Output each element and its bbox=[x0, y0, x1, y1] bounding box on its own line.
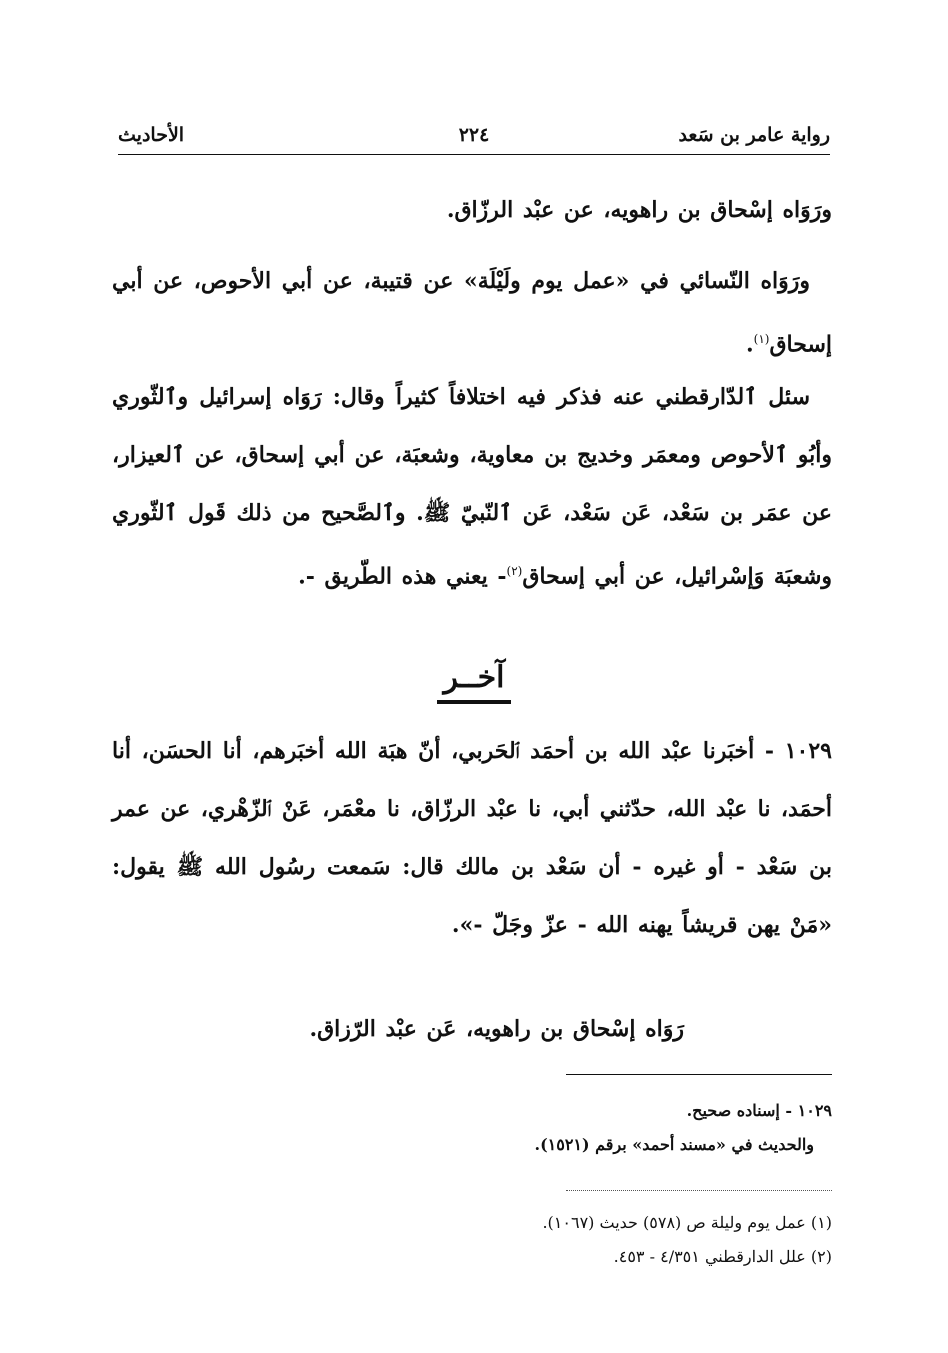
takhrij-line-1: ١٠٢٩ - إسناده صحيح. bbox=[686, 1101, 832, 1120]
footnote-marker-2[interactable]: (٢) bbox=[506, 564, 523, 578]
footnote-1: (١) عمل يوم وليلة ص (٥٧٨) حديث (١٠٦٧). bbox=[542, 1213, 832, 1232]
takhrij-line-2: والحديث في «مسند أحمد» برقم (١٥٢١). bbox=[534, 1135, 814, 1154]
hadith-takhrij bbox=[112, 1094, 832, 1162]
paragraph-end: . bbox=[745, 331, 754, 358]
section-heading bbox=[0, 650, 948, 706]
paragraph-text: رَوَاه إسْحاق بن راهويه، عَن عبْد الرّزاق. bbox=[309, 1016, 684, 1042]
paragraph-text: سئل ٱلدّارقطني عنه فذكر فيه اختلافاً كثيراً وقال: رَوَاه إسرائيل وٱلثّوري وأبُو ٱلأحوص ومعمَر وخديج بن معاوية، وشعبَة، عن أبي إسحاق، عن ٱلعيزار، عن عمَر بن سَعْد، عَن سَعْد، عَن ٱلنّبيّ ﷺ. وٱلصَّحيح من ذلك قَول ٱلثّوري وشعبَة وَإسْرائيل، عن أبي إسحاق bbox=[112, 384, 832, 590]
hadith-1029: ١٠٢٩ - أخبَرنا عبْد الله بن أحمَد ٱلحَربي، أنّ هبَة الله أخبَرهم، أنا الحسَن، أنا أحمَد، نا عبْد الله، حدّثني أبي، نا عبْد الرزّاق، نا معْمَر، عَنْ ٱلزّهْري، عن عمر بن سَعْد - أو غيره - أن سَعْد بن مالك قال: سَمعت رسُول الله ﷺ يقول: «مَنْ يهن قريشاً يهنه الله - عزّ وجَلّ -». bbox=[112, 738, 832, 938]
header-chapter-title: الأحاديث bbox=[118, 124, 185, 146]
footnote-marker-1[interactable]: (١) bbox=[753, 332, 770, 346]
header-book-section: رواية عامر بن سَعد bbox=[678, 124, 830, 146]
paragraph-riwaya-ishaq: ورَوَاه إسْحاق بن راهويه، عن عبْد الرزّاق. bbox=[446, 197, 832, 223]
paragraph-daraqutni bbox=[112, 368, 832, 605]
paragraph-riwaya-nasai bbox=[112, 252, 832, 373]
footnote-divider bbox=[566, 1074, 832, 1075]
section-heading-text: آخــر bbox=[437, 656, 510, 704]
paragraph-end: - يعني هذه الطّريق -. bbox=[298, 563, 507, 590]
footnote-2: (٢) علل الدارقطني ٤/٣٥١ - ٤٥٣. bbox=[613, 1247, 832, 1266]
page-number: ٢٢٤ bbox=[458, 124, 490, 146]
footnote-divider-dotted bbox=[566, 1190, 832, 1191]
paragraph-text: ورَوَاه النّسائي في «عمل يوم ولَيْلَة» عن قتيبة، عن أبي الأحوص، عن أبي إسحاق bbox=[112, 268, 832, 358]
footnotes bbox=[112, 1206, 832, 1274]
running-head bbox=[118, 120, 830, 155]
paragraph-riwaya-ishaq-2 bbox=[112, 1000, 832, 1058]
